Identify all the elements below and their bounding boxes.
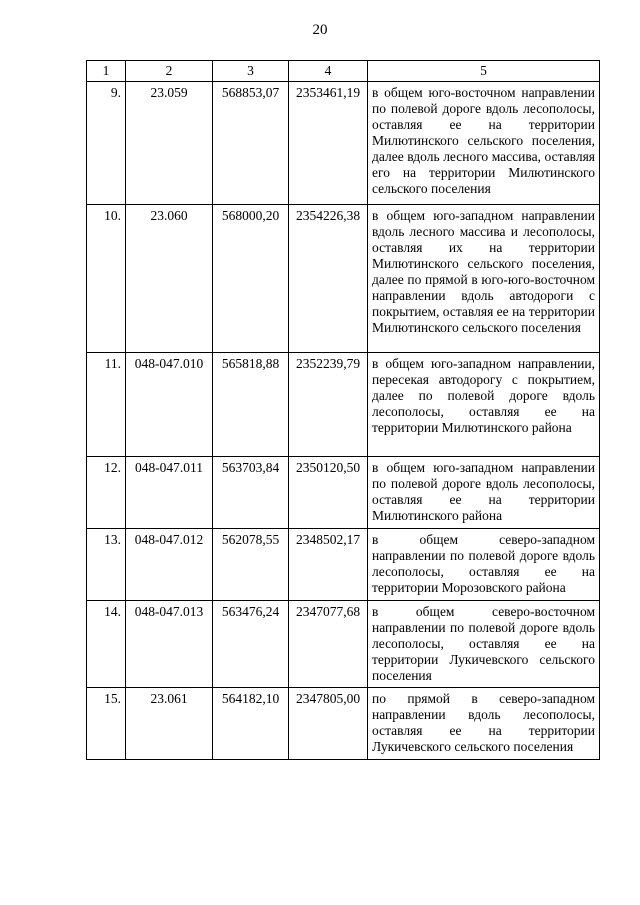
point-code: 048-047.010 [126,353,213,457]
coordinate-x: 563476,24 [213,601,289,688]
coordinate-y: 2347805,00 [289,688,368,760]
column-header-4: 4 [289,61,368,82]
row-number: 11. [87,353,126,457]
boundary-description-table [86,60,600,760]
coordinate-y: 2352239,79 [289,353,368,457]
point-code: 23.061 [126,688,213,760]
boundary-description: в общем юго-западном направлении по полевой дороге вдоль лесополосы, оставляя ее на территории Милютинского района [368,457,600,529]
table-row [87,457,600,529]
table-row [87,688,600,760]
row-number: 12. [87,457,126,529]
header-row [87,61,600,82]
point-code: 23.060 [126,205,213,353]
coordinate-y: 2350120,50 [289,457,368,529]
table-row [87,601,600,688]
coordinate-x: 565818,88 [213,353,289,457]
row-number: 9. [87,82,126,205]
boundary-description: по прямой в северо-западном направлении вдоль лесополосы, оставляя ее на территории Лукичевского сельского поселения [368,688,600,760]
row-number: 10. [87,205,126,353]
column-header-3: 3 [213,61,289,82]
column-header-2: 2 [126,61,213,82]
coordinate-y: 2354226,38 [289,205,368,353]
coordinate-y: 2353461,19 [289,82,368,205]
coordinate-y: 2348502,17 [289,529,368,601]
boundary-description: в общем северо-восточном направлении по полевой дороге вдоль лесополосы, оставляя ее на территории Лукичевского сельского поселения [368,601,600,688]
row-number: 15. [87,688,126,760]
table-row [87,529,600,601]
point-code: 048-047.013 [126,601,213,688]
point-code: 048-047.011 [126,457,213,529]
row-number: 13. [87,529,126,601]
coordinate-x: 563703,84 [213,457,289,529]
table-row [87,205,600,353]
coordinate-x: 568853,07 [213,82,289,205]
coordinate-x: 562078,55 [213,529,289,601]
column-header-5: 5 [368,61,600,82]
coordinate-y: 2347077,68 [289,601,368,688]
boundary-description: в общем северо-западном направлении по полевой дороге вдоль лесополосы, оставляя ее на территории Морозовского района [368,529,600,601]
page-number: 20 [312,22,328,38]
table-row [87,82,600,205]
boundary-description: в общем юго-западном направлении вдоль лесного массива и лесополосы, оставляя их на территории Милютинского сельского поселения, далее по прямой в юго-юго-восточном направлении вдоль автодороги с покрытием, оставляя ее на территории Милютинского сельского поселения [368,205,600,353]
boundary-description: в общем юго-западном направлении, пересекая автодорогу с покрытием, далее по полевой дороге вдоль лесополосы, оставляя ее на территории Милютинского района [368,353,600,457]
row-number: 14. [87,601,126,688]
column-header-1: 1 [87,61,126,82]
coordinate-x: 564182,10 [213,688,289,760]
boundary-description: в общем юго-восточном направлении по полевой дороге вдоль лесополосы, оставляя ее на территории Милютинского сельского поселения, далее вдоль лесного массива, оставляя его на территории Милютинского сельского поселения [368,82,600,205]
coordinate-x: 568000,20 [213,205,289,353]
point-code: 048-047.012 [126,529,213,601]
table-row [87,353,600,457]
point-code: 23.059 [126,82,213,205]
